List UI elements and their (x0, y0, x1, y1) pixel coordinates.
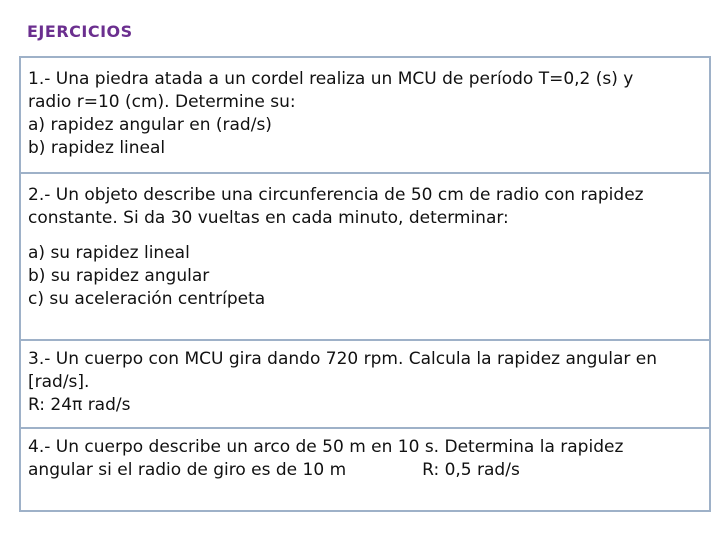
exercise-4-answer: R: 0,5 rad/s (422, 460, 520, 480)
exercise-3 (21, 348, 709, 417)
exercise-4-line-2-text: angular si el radio de giro es de 10 m (28, 460, 347, 480)
exercise-2-line-1: 2.- Un objeto describe una circunferencia de 50 cm de radio con rapidez (28, 185, 644, 205)
exercise-3-answer: R: 24π rad/s (28, 395, 131, 415)
divider (21, 339, 709, 341)
exercise-2-part-c: c) su aceleración centrípeta (28, 289, 266, 309)
exercise-1-part-b: b) rapidez lineal (28, 138, 166, 158)
spacer (28, 230, 703, 242)
divider (21, 427, 709, 429)
exercise-3-line-1: 3.- Un cuerpo con MCU gira dando 720 rpm. Calcula la rapidez angular en (28, 349, 657, 369)
exercise-4 (21, 436, 709, 482)
exercise-2-part-a: a) su rapidez lineal (28, 243, 190, 263)
exercise-2-part-b: b) su rapidez angular (28, 266, 210, 286)
exercise-4-line-1: 4.- Un cuerpo describe un arco de 50 m en 10 s. Determina la rapidez (28, 437, 624, 457)
page-title: EJERCICIOS (27, 22, 133, 41)
exercise-1-line-2: radio r=10 (cm). Determine su: (28, 92, 296, 112)
exercise-1 (21, 68, 709, 160)
exercise-2 (21, 184, 709, 311)
exercise-3-line-2: [rad/s]. (28, 372, 90, 392)
exercise-1-part-a: a) rapidez angular en (rad/s) (28, 115, 272, 135)
exercise-1-line-1: 1.- Una piedra atada a un cordel realiza un MCU de período T=0,2 (s) y (28, 69, 634, 89)
divider (21, 172, 709, 174)
exercises-box (19, 56, 711, 512)
exercise-2-line-2: constante. Si da 30 vueltas en cada minuto, determinar: (28, 208, 509, 228)
exercise-4-line-2 (28, 459, 703, 482)
